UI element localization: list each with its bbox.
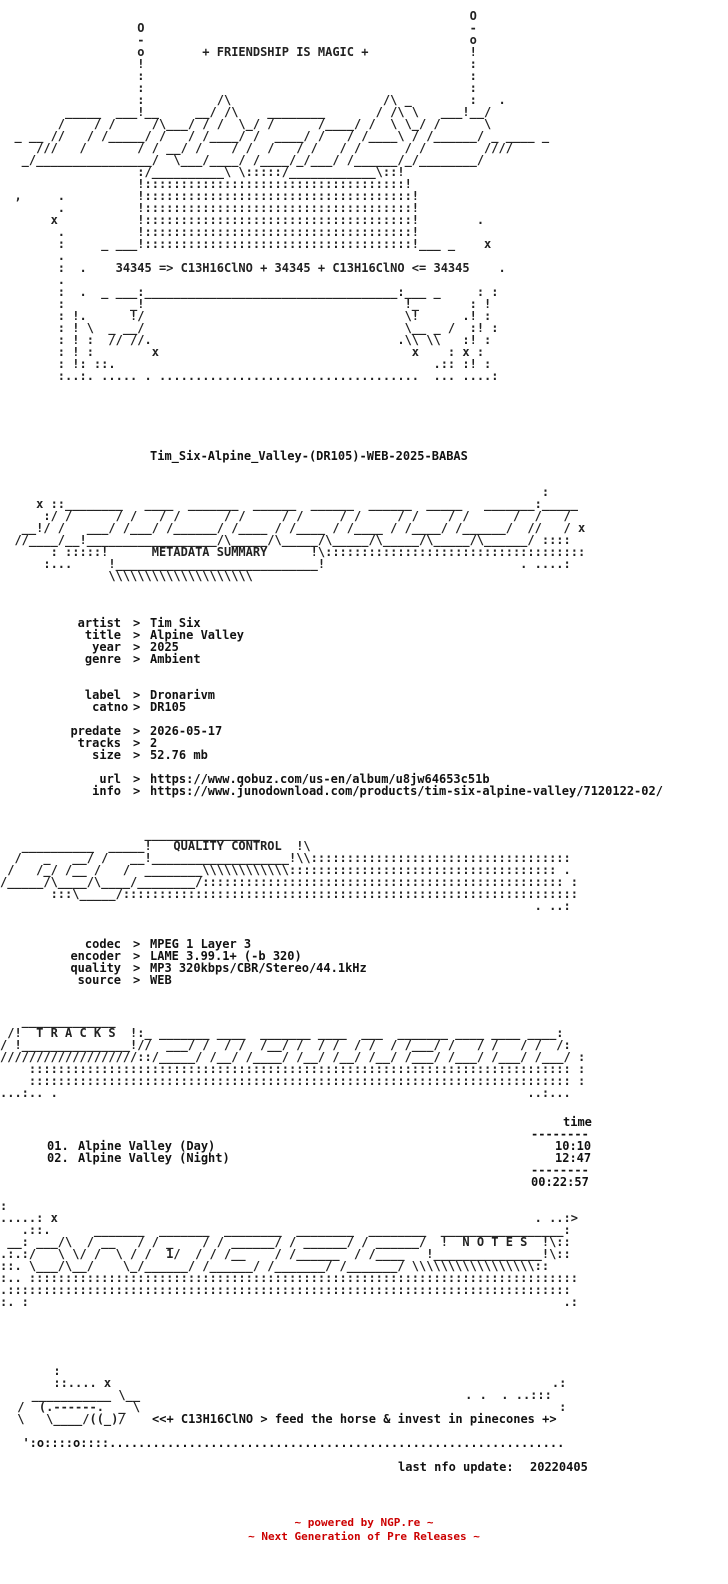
quality-art-line: / _ __/ / __!___________________!\\:::::::::::::::::::::::::::::::::::: <box>0 851 571 865</box>
tracks-art-line: ::::::::::::::::::::::::::::::::::::::::::::::::::::::::::::::::::::::::::: : <box>0 1074 586 1088</box>
tail-base-line: ':o::::o::::............................................................... <box>8 1436 565 1450</box>
field-separator: > <box>133 736 141 750</box>
banner-art-line: : : <box>0 69 477 83</box>
quality-art-line: . ..: <box>0 899 571 913</box>
field-separator: > <box>133 640 141 654</box>
field-key: predate <box>56 724 122 738</box>
quality-art-line: __________ _____! QUALITY CONTROL !\ <box>0 839 311 853</box>
banner-art-line: : !: ::. .:: :! : <box>0 357 492 371</box>
last-update-label: last nfo update: <box>398 1460 514 1474</box>
field-separator: > <box>133 748 141 762</box>
metadata-art-line: \\\\\\\\\\\\\\\\\\\\ <box>0 569 253 583</box>
banner-art-line: . <box>0 273 66 287</box>
tracks-art-line: / !_______________!// ___/ / / / /__/ / / / / / / /___/ / / / / / /: <box>0 1038 571 1052</box>
field-separator: > <box>133 700 141 714</box>
time-rule-top: -------- <box>531 1127 589 1141</box>
field-value: DR105 <box>150 700 187 714</box>
track-number: 02. <box>47 1151 69 1165</box>
release-name: Tim_Six-Alpine_Valley-(DR105)-WEB-2025-BABAS <box>150 449 468 463</box>
slogan-text: <<+ C13H16ClNO > feed the horse & invest in pinecones +> <box>152 1412 557 1426</box>
notes-art-line: .:::::::::::::::::::::::::::::::::::::::::::::::::::::::::::::::::::::::::::::: <box>0 1283 571 1297</box>
footer-tagline: ~ Next Generation of Pre Releases ~ <box>248 1530 480 1543</box>
banner-art-line: !::::::::::::::::::::::::::::::::::::! <box>0 177 412 191</box>
field-key: title <box>56 628 122 642</box>
banner-art-line: : _ ___!:::::::::::::::::::::::::::::::::::::!___ _ x <box>0 237 492 251</box>
tracks-art-line: _____________ <box>0 1014 116 1028</box>
field-key: catno <box>56 700 129 714</box>
banner-art-line: , . !:::::::::::::::::::::::::::::::::::::! <box>0 189 420 203</box>
field-key: size <box>56 748 122 762</box>
tracks-art-line: ///////////////////::/_____/ /__/ /____/ /__/ /__/ /__/ /___/ /___/ /___/ /___/ : <box>0 1050 586 1064</box>
metadata-art-line: : :::::! METADATA SUMMARY !\:::::::::::::::::::::::::::::::::::: <box>0 545 586 559</box>
banner-art-line: _____ ___!__ __/ /\ ________ / /\ \ ___!__/ <box>0 105 492 119</box>
field-key: year <box>56 640 122 654</box>
tracks-art-line: /! T R A C K S !:_ _______ ____ _______ ____ ___ _______ ____ ____ ____: <box>0 1026 564 1040</box>
field-separator: > <box>133 724 141 738</box>
notes-art-line: : <box>0 1199 8 1213</box>
banner-art-line: . !:::::::::::::::::::::::::::::::::::::! <box>0 225 420 239</box>
track-title: Alpine Valley (Day) <box>78 1139 216 1153</box>
field-value: 2 <box>150 736 158 750</box>
track-time: 10:10 <box>555 1139 592 1153</box>
field-separator: > <box>133 772 141 786</box>
quality-art-line: /_____/\____/\____/________/:::::::::::::::::::::::::::::::::::::::::::::::::: : <box>0 875 578 889</box>
field-separator: > <box>133 949 141 963</box>
field-separator: > <box>133 973 141 987</box>
field-key: url <box>56 772 122 786</box>
field-key: source <box>56 973 122 987</box>
notes-art-line: .:.:/ \ \/ / \ / / 1/ / / /__ / /______ / /____ !_______________!\:: <box>0 1247 571 1261</box>
banner-art-line: / / / /\___/ / / \_/ / /____/ / \ \_/ / \ <box>0 117 492 131</box>
track-title: Alpine Valley (Night) <box>78 1151 230 1165</box>
field-separator: > <box>133 937 141 951</box>
banner-art-line: : /\ /\ _ : . <box>0 93 506 107</box>
banner-art-line: : ! : // //. .\\ \\ :! : <box>0 333 492 347</box>
time-rule-bottom: -------- <box>531 1163 589 1177</box>
field-value[interactable]: https://www.junodownload.com/products/tim-six-alpine-valley/7120122-02/ <box>150 784 663 798</box>
tracks-art-line: ...:.. . ..:... <box>0 1086 571 1100</box>
field-value: 52.76 mb <box>150 748 208 762</box>
banner-art-line: : : <box>0 81 477 95</box>
field-separator: > <box>133 688 141 702</box>
field-separator: > <box>133 961 141 975</box>
notes-art-line: :. : .: <box>0 1295 578 1309</box>
tail-art-line: ::.... x .: <box>10 1376 567 1390</box>
banner-art-line: _/________________/ \___/____/ /____/_/___/ /______/_/________/ <box>0 153 485 167</box>
field-key: tracks <box>56 736 122 750</box>
banner-art-line: - o <box>0 33 477 47</box>
banner-art-line: : . _ ___:___________________________________:___ _ : : <box>0 285 499 299</box>
notes-art-line: __: ___/\ / __ / / _ / / ______/ / ______/ / ______/ ! N O T E S !\:: <box>0 1235 571 1249</box>
banner-art-line: O <box>0 9 477 23</box>
field-value: MPEG 1 Layer 3 <box>150 937 252 951</box>
field-separator: > <box>133 616 141 630</box>
total-time: 00:22:57 <box>531 1175 589 1189</box>
banner-art-line: O - <box>0 21 477 35</box>
banner-art-line: . !:::::::::::::::::::::::::::::::::::::! <box>0 201 420 215</box>
banner-art-line: _ __ // / /_____/ / / /____/ / ____/ / / /____\ / /______/ _ ____ _ <box>0 129 550 143</box>
field-value: Tim Six <box>150 616 201 630</box>
banner-art-line: : !. !/ \! .! : <box>0 309 492 323</box>
banner-art-line: : _! !_ : ! <box>0 297 492 311</box>
field-value: MP3 320kbps/CBR/Stereo/44.1kHz <box>150 961 367 975</box>
field-value: 2026-05-17 <box>150 724 223 738</box>
notes-art-line: :.. :::::::::::::::::::::::::::::::::::::::::::::::::::::::::::::::::::::::::::: <box>0 1271 578 1285</box>
field-key: quality <box>56 961 122 975</box>
tail-art-line: : <box>10 1364 61 1378</box>
field-key: codec <box>56 937 122 951</box>
field-value: Dronarivm <box>150 688 216 702</box>
field-value: Ambient <box>150 652 201 666</box>
banner-art-line: :/__________\ \:::::/____________\::! <box>0 165 405 179</box>
tail-art-line: \ \____/((_)/ <box>10 1412 126 1426</box>
banner-art-line: /// / / / __/ / / / / / / / / / / //// <box>0 141 513 155</box>
field-separator: > <box>133 628 141 642</box>
banner-art-line: :..:. ..... . .................................... ... ....: <box>0 369 499 383</box>
field-value: 2025 <box>150 640 179 654</box>
field-separator: > <box>133 784 141 798</box>
banner-art-line: x !:::::::::::::::::::::::::::::::::::::! . <box>0 213 485 227</box>
field-value[interactable]: https://www.qobuz.com/us-en/album/u8jw64653c51b <box>150 772 490 786</box>
field-key: info <box>56 784 122 798</box>
banner-art-line: . <box>0 249 66 263</box>
notes-art-line: ::. \___/\__/ \_/______/ /______/ /_______/ /_______/ \\\\\\\\\\\\\\\\\:: <box>0 1259 550 1273</box>
banner-art-line: ! : <box>0 57 477 71</box>
notes-art-line: .....: x . ..:> <box>0 1211 578 1225</box>
field-key: artist <box>56 616 122 630</box>
banner-art-line: : ! : x x : x : <box>0 345 485 359</box>
metadata-art-line: :... !____________________________! . ....: <box>0 557 571 571</box>
tail-art-line: / (.------. _ \ : <box>10 1400 567 1414</box>
metadata-art-line: x ::________ ____ _______ ______ ______ ______ _____ _______:_____ <box>0 497 578 511</box>
track-time: 12:47 <box>555 1151 592 1165</box>
quality-art-line: / /_/ /__ / / ________\\\\\\\\\\\\::::::::::::::::::::::::::::::::::::: . <box>0 863 571 877</box>
banner-art-line: : . 34345 => C13H16ClNO + 34345 + C13H16ClNO <= 34345 . <box>0 261 506 275</box>
quality-art-line: :::\_____/::::::::::::::::::::::::::::::::::::::::::::::::::::::::::::::: <box>0 887 578 901</box>
metadata-art-line: __!/ / ___/ /___/ /______/ /____ / /____ / /____ / /____/ /______/ // / x <box>0 521 586 535</box>
notes-art-line: .::. _______ _______ ________ ________ ________ _________________: <box>0 1223 571 1237</box>
metadata-art-line: //____/__!__________________/\_____/\_____/\_____/\_____/\_____/\______/ :::: <box>0 533 571 547</box>
metadata-art-line: :/ / / / / / / / / / / / / / / / / / / <box>0 509 571 523</box>
banner-art-line: : ! \ _ __/ \__ _ / :! : <box>0 321 499 335</box>
last-update-value: 20220405 <box>530 1460 588 1474</box>
field-key: genre <box>56 652 122 666</box>
track-number: 01. <box>47 1139 69 1153</box>
banner-art-line: o + FRIENDSHIP IS MAGIC + ! <box>0 45 477 59</box>
field-separator: > <box>133 652 141 666</box>
metadata-art-line: : <box>0 485 550 499</box>
tracks-art-line: ::::::::::::::::::::::::::::::::::::::::::::::::::::::::::::::::::::::::::: : <box>0 1062 586 1076</box>
quality-art-line: ________________ <box>0 827 261 841</box>
field-key: label <box>56 688 122 702</box>
tail-art-line: ___________ \__ . . . ..::: <box>10 1388 552 1402</box>
field-key: encoder <box>56 949 122 963</box>
time-column-header: time <box>563 1115 592 1129</box>
field-value: Alpine Valley <box>150 628 244 642</box>
footer-powered-by: ~ powered by NGP.re ~ <box>294 1516 434 1529</box>
field-value: LAME 3.99.1+ (-b 320) <box>150 949 302 963</box>
field-value: WEB <box>150 973 172 987</box>
